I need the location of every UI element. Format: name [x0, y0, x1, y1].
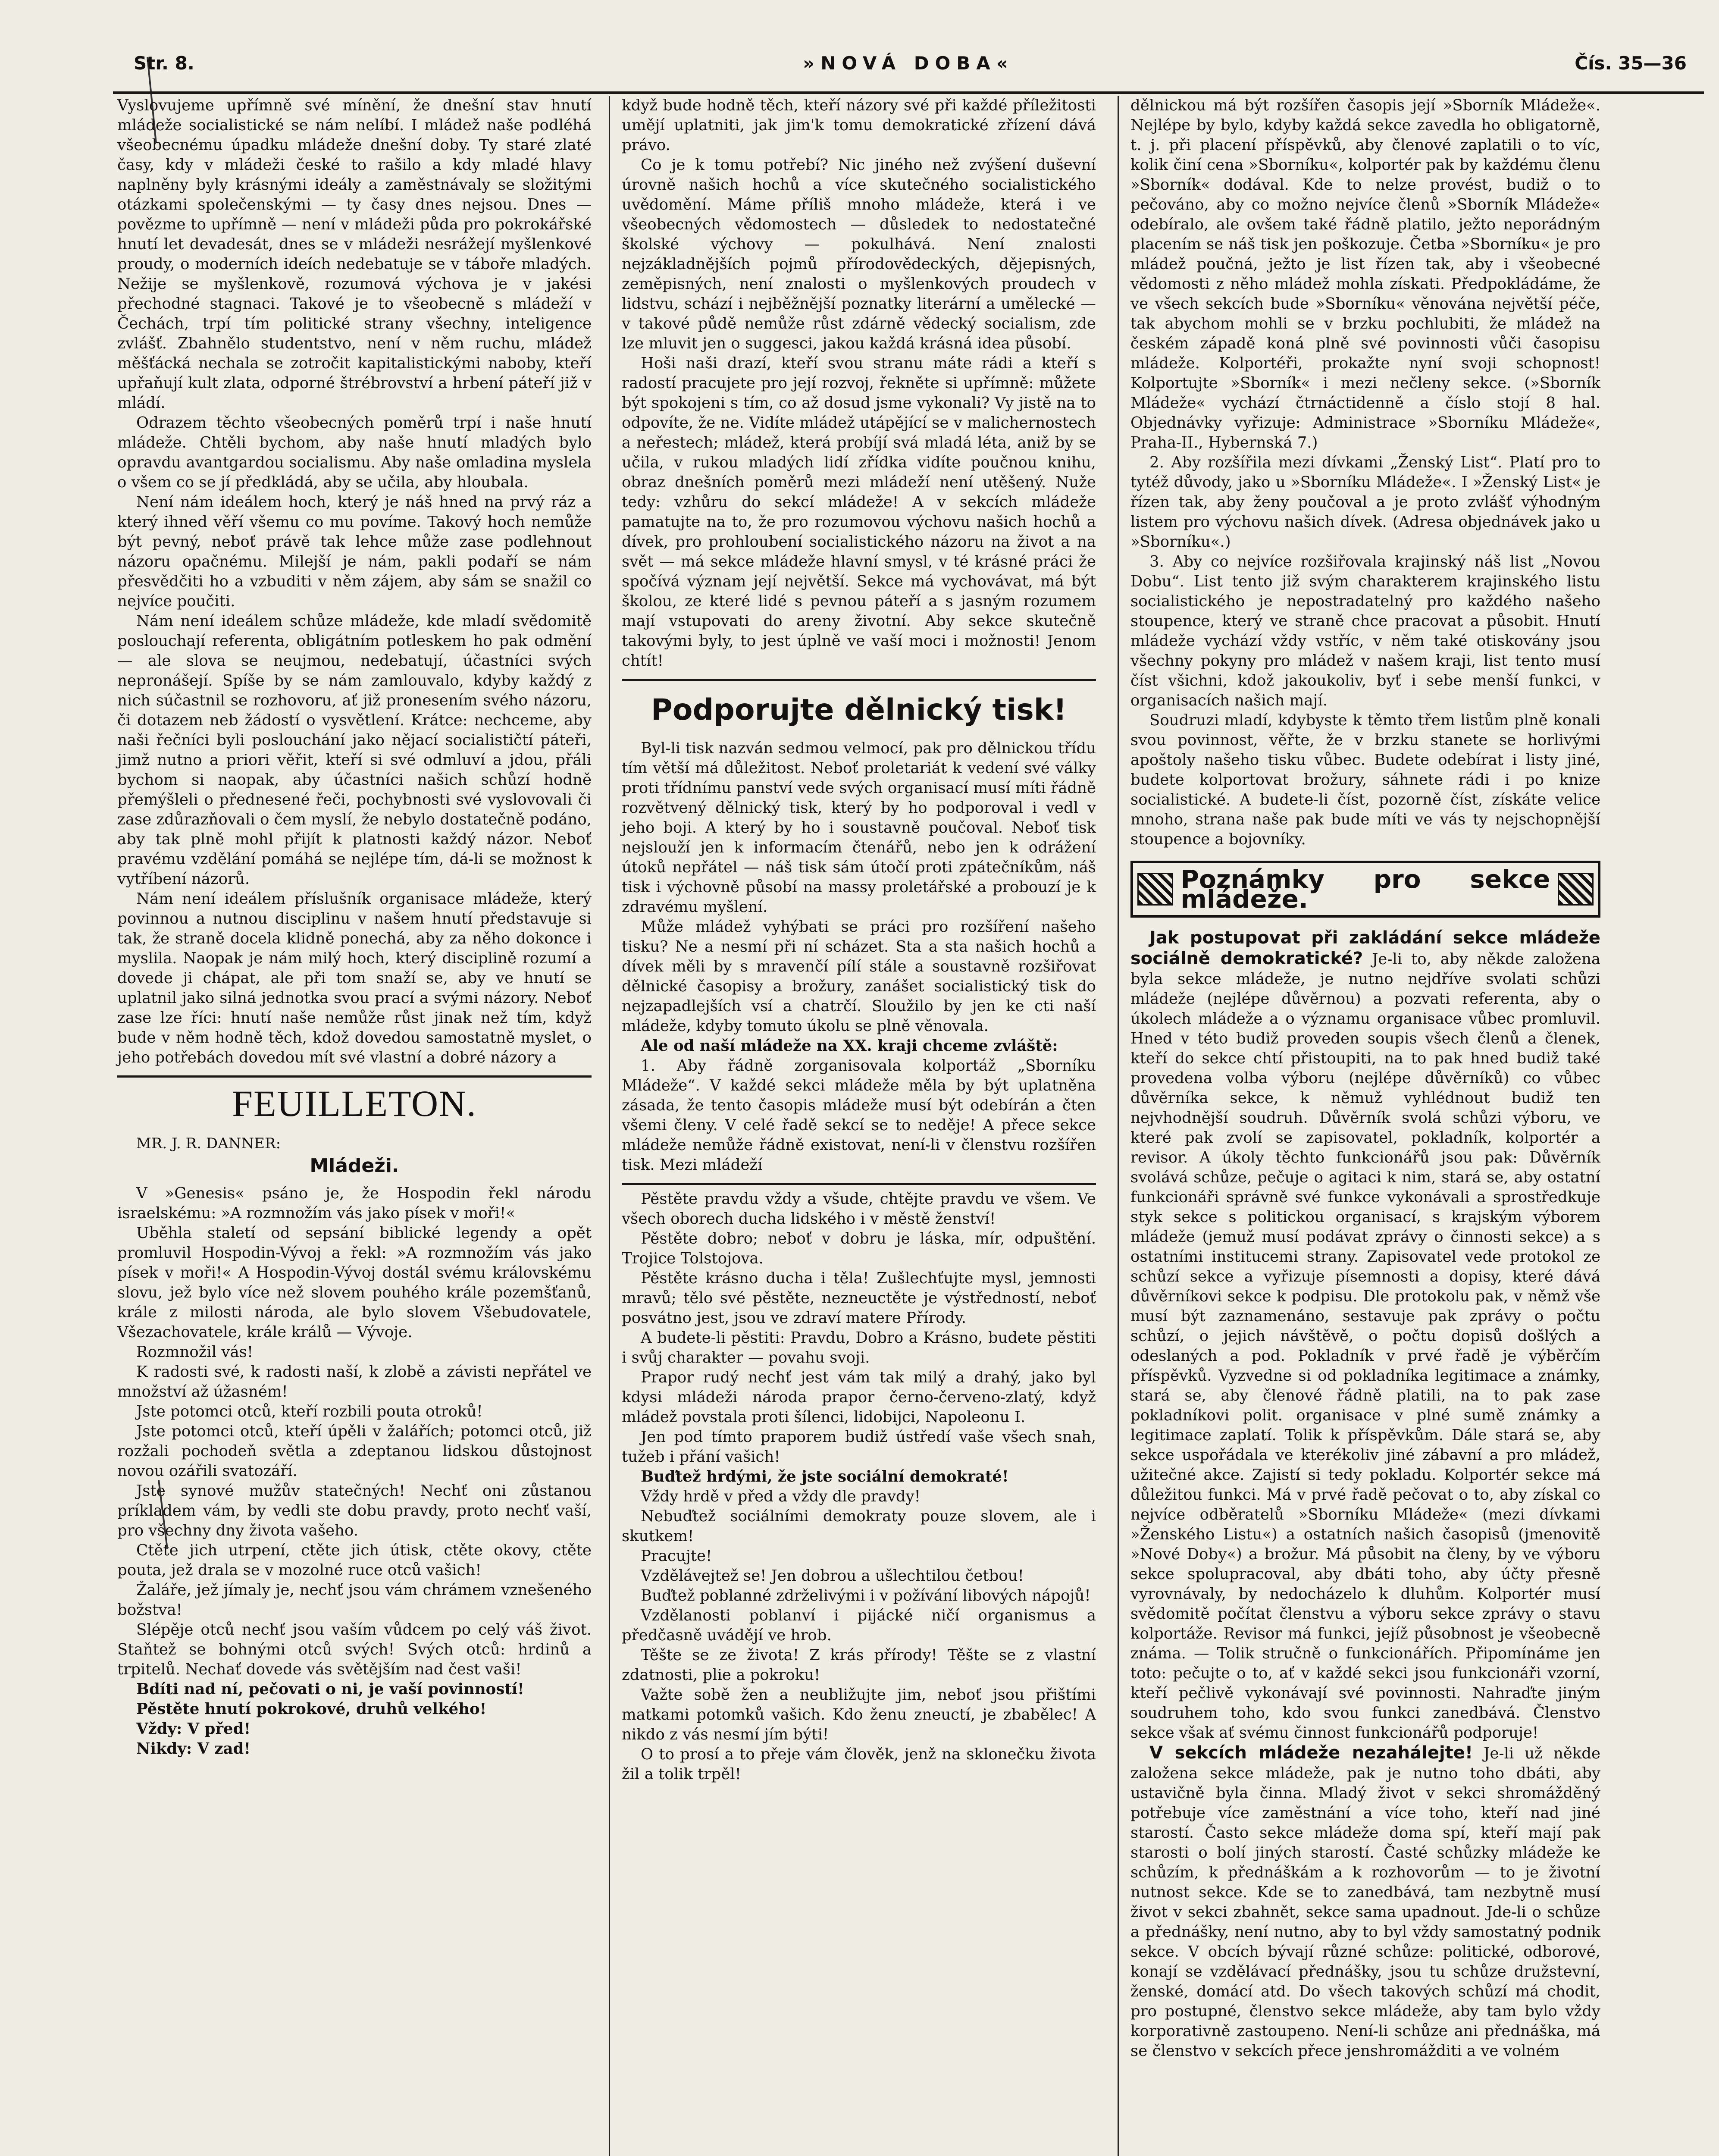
section-divider: [622, 1183, 1096, 1185]
note: [1130, 928, 1600, 1743]
paragraph: Není nám ideálem hoch, který je náš hned na prvý ráz a který ihned věří všemu co mu povíme. Takový hoch nemůže být pevný, neboť právě tak lehce může zase podlehnout názoru opačnému. Milejší je nám, pakli podaří se nám přesvědčiti ho a vzbuditi v něm zájem, aby sám se snažil co nejvíce poučiti.: [117, 493, 592, 610]
maxim: Nebuďtež sociálními demokraty pouze slovem, ale i skutkem!: [622, 1507, 1096, 1545]
poem-paragraph: Jste potomci otců, kteří rozbili pouta otroků!: [136, 1403, 483, 1420]
poem-paragraph: Slépěje otců nechť jsou vaším vůdcem po celý váš život. Staňtež se bohnými otců svých! Svých otců: hrdinů a trpitelů. Nechať dovede vás světějším nad čest vaši!: [117, 1621, 592, 1678]
poem-paragraph: Rozmnožil vás!: [136, 1343, 254, 1361]
maxim: A budete-li pěstiti: Pravdu, Dobro a Krásno, budete pěstiti i svůj charakter — povahu svoji.: [622, 1329, 1096, 1366]
maxim: Vzdělanosti poblanví i pijácké ničí organismus a předčasně uvádějí ve hrob.: [622, 1607, 1096, 1644]
newspaper-page: [113, 40, 1704, 2156]
paragraph: Nám není ideálem schůze mládeže, kde mladí svědomitě poslouchají referenta, obligátním potleskem ho pak odmění — ale slova se neujmou, nedebatují, účastníci svých nepronášejí. Spíše by se nám zamlouvalo, kdyby každý z nich súčastnil se rozhovoru, ať již pronesením svého názoru, či dotazem neb žádostí o vysvětlení. Krátce: nechceme, aby naši řečníci byli poslouchání jako nějací socialističtí páteři, jimž nutno a priori věřit, kteří si své odmluví a jdou, přáli bychom si naopak, aby účastníci našich schůzí hodně přemýšleli o přednesené řeči, pochybnosti své vyslovovali či zase zdůrazňovali o čem myslí, že nebylo dostatečně podáno, aby tak plně mohl přijít k platnosti každý názor. Neboť pravému vzdělání pomáhá se nejlépe tím, dá-li se možnost k vytříbení názorů.: [117, 612, 592, 888]
maxim: Jen pod tímto praporem budiž ústředí vaše všech snah, tužeb i přání vašich!: [622, 1428, 1096, 1466]
maxim: Buďtež poblanné zdrželivými i v požívání libových nápojů!: [641, 1587, 1091, 1604]
note-body: Je-li to, aby někde založena byla sekce mládeže, je nutno nejdříve svolati schůzi mládeže (nejlépe důvěrnou) a pozvati referenta, aby o úkolech mládeže a o významu organisace vůbec promluvil. Hned v této budiž proveden soupis všech členů a členek, kteří do sekce chtí přistoupiti, na to pak hned budiž také provedena volba výboru (nejlépe důvěrníků) co vůbec důvěrníka sekce, k němuž vyhlédnout budiž ten nejvhodnější soudruh. Důvěrník svolá schůzi výboru, ve které pak zvolí se zapisovatel, pokladník, kolportér a revisor. A úkoly těchto funkcionářů jsou pak: Důvěrník svolává schůze, pečuje o agitaci k nim, stará se, aby ostatní funkcionáři správně své funkce vykonávali a sprostředkuje styk sekce s politickou organisací, s krajským výborem mládeže (jemuž musí podávat zprávy o činnosti sekce) a s ostatními institucemi strany. Zapisovatel vede protokol ze schůzí sekce a vyřizuje písemnosti a dopisy, které dává důvěrníkovi sekce k podpisu. Dle protokolu pak, v němž vše musí být zaznamenáno, sestavuje pak zprávy o počtu schůzí, o jejich návštěvě, o počtu dopisů došlých a odeslaných a pod. Pokladník v prvé řadě je výběrčím příspěvků. Vyzvedne si od pokladníka legitimace a známky, stará se, aby členové řádně platili, na to pak zase pokladníkovi polit. organisace v plné sumě známky a legitimace zaplatí. Tolik k příspěvkům. Dále stará se, aby sekce uspořádala ve kterékoliv jiné zábavní a pro mládež, užitečné akce. Zajistí si tedy pokladu. Kolportér sekce má důležitou funkci. Má v prvé řadě pečovat o to, aby získal co nejvíce odběratelů »Sborníku Mládeže« (mezi dívkami »Ženského Listu«) a ostatních našich časopisů (jmenovitě »Nové Doby«) a brožur. Má působit na členy, by ve výboru sekce spolupracoval, aby dbáti toho, aby účty přesně vyrovnávaly, by nedocházelo k dluhům. Kolportér musí svědomitě počítat členstvu a výboru sekce zprávy o stavu kolportáže. Revisor má funkci, jejíž působnost je všeobecně známa. — Tolik stručně o funkcionářích. Připomínáme jen toto: pečujte o to, ať v každé sekci jsou funkcionáři vzorní, kteří pečlivě vykonávají své povinnosti. Nahraďte jiným soudruhem toho, kdo svou funkci zanedbává. Členstvo sekce však ať svému činnost funkcionářů podporuje!: [1130, 950, 1600, 1742]
maxim: Buďtež hrdými, že jste sociální demokraté!: [641, 1468, 1009, 1485]
pencil-mark: [155, 1480, 171, 1549]
issue-number: Čís. 35—36: [1575, 53, 1687, 74]
maxim: Pracujte!: [641, 1547, 712, 1565]
poem-title: Mládeži.: [310, 1155, 399, 1177]
section-divider: [622, 679, 1096, 681]
page-number: Str. 8.: [134, 53, 194, 74]
poem-paragraph: Jste synové mužův statečných! Nechť oni zůstanou príkladem vám, by vedli ste dobu pravdy, proto nechť vaší, pro všechny dny života vašeho.: [117, 1482, 592, 1539]
ornament-icon: [1558, 873, 1594, 906]
banner-title: Poznámky pro sekce mládeže.: [1180, 865, 1550, 914]
note: [1130, 1743, 1600, 2061]
columns: [113, 96, 1704, 2156]
poem-paragraph: Bdíti nad ní, pečovati o ni, je vaší povinností!: [136, 1680, 524, 1698]
paragraph: Může mládež vyhýbati se práci pro rozšíření našeho tisku? Ne a nesmí při ní scházet. Sta a sta našich hochů a dívek měli by s mravenčí pílí stále a soustavně rozšiřovat dělnické časopisy a brožury, zanášet socialistický tisk do nejzapadlejších vsí a chatrčí. Sloužilo by jen ke cti naší mládeže, kdyby tomuto úkolu se plně věnovala.: [622, 918, 1096, 1035]
maxim: Těšte se ze života! Z krás přírody! Těšte se z vlastní zdatnosti, plie a pokroku!: [622, 1646, 1096, 1684]
paragraph: Vyslovujeme upřímně své mínění, že dnešní stav hnutí mládeže socialistické se nám nelíbí. I mládež naše podléhá všeobecnému úpadku mládeže dnešní doby. Ty staré zlaté časy, kdy v mládeži české to rašilo a kdy mladé hlavy naplněny byly krásnými ideály a zaměstnávaly se složitými otázkami společenskými — ty časy dnes nejsou. Dnes — povězme to upřímně — není v mládeži půda pro pokrokářské hnutí let devadesát, dnes se v mládeži nesrážejí myšlenkové proudy, o moderních ideích nedebatuje se v táboře mladých. Nežije se myšlenkově, rozumová výchova je v jakési přechodné stagnaci. Takové je to všeobecně s mládeží v Čechách, trpí tím politické strany všechny, inteligence zvlášť. Zbahnělo studentstvo, není v něm ruchu, mládež měšťácká nechala se zotročit kapitalistickými naboby, kteří upřaňují kult zlata, odporné štrébrovství a hrbení páteří již v mládí.: [117, 97, 592, 412]
poem-paragraph: Pěstěte hnutí pokrokové, druhů velkého!: [136, 1700, 487, 1718]
maxim: Pěstěte krásno ducha i těla! Zušlechťujte mysl, jemnosti mravů; tělo své pěstěte, nezneuctěte je výstředností, neboť posvátno jest, jsou ve zdraví matere Přírody.: [622, 1269, 1096, 1327]
author-line: MR. J. R. DANNER:: [136, 1135, 281, 1152]
paragraph: Co je k tomu potřebí? Nic jiného než zvýšení duševní úrovně našich hochů a více skutečného socialistického uvědomění. Máme příliš mnoho mládeže, která i ve všeobecných vědomostech — důsledek to nedostatečné školské výchovy — pokulhává. Není znalosti nejzákladnějších pojmů přírodovědeckých, dějepisných, zeměpisných, není znalosti o myšlenkových proudech v lidstvu, schází i nejběžnější poznatky literární a umělecké — v takové půdě nemůže růst zdárně vědecký socialism, zde lze mluvit jen o suggesci, jakou každá krásná idea působí.: [622, 156, 1096, 352]
column-3: [1130, 96, 1600, 2061]
paragraph: 3. Aby co nejvíce rozšiřovala krajinský náš list „Novou Dobu“. List tento již svým charakterem krajinského listu socialistického je nepostradatelný pro každého našeho stoupence, který ve straně chce pracovat a působit. Hnutí mládeže vychází vždy vstříc, v něm také otiskovány jsou všechny pokyny pro mládež v našem kraji, list tento musí číst všichni, kdož jakoukoliv, byť i sebe menší funkci, v organisacích našich mají.: [1130, 553, 1600, 709]
paragraph: Ale od naší mládeže na XX. kraji chceme zvláště:: [641, 1037, 1058, 1055]
maxim: Prapor rudý nechť jest vám tak milý a drahý, jako byl kdysi mládeži národa prapor černo-červeno-zlatý, když mládež povstala proti šílenci, lidobijci, Napoleonu I.: [622, 1369, 1096, 1426]
column-1: [117, 96, 592, 1759]
poem-paragraph: Jste potomci otců, kteří úpěli v žalářích; potomci otců, již rozžali pochodeň světla a zdeptanou lidskou důstojnost novou ozářili svatozáří.: [117, 1423, 592, 1480]
maxim: Pěstěte pravdu vždy a všude, chtějte pravdu ve všem. Ve všech oborech ducha lidského i v městě ženství!: [622, 1190, 1096, 1228]
paragraph: Hoši naši drazí, kteří svou stranu máte rádi a kteří s radostí pracujete pro její rozvoj, řekněte si upřímně: můžete být spokojeni s tím, co až dosud jsme vykonali? Vy jistě na to odpovíte, že ne. Vidíte mládež utápějící se v malichernostech a neřestech; mládež, která probíjí svá mladá léta, aniž by se učila, v rukou mladých lidí zřídka vidíte poučnou knihu, obraz dnešních poměrů mezi mládeží není utěšený. Nuže tedy: vzhůru do sekcí mládeže! A v sekcích mládeže pamatujte na to, že pro rozumovou výchovu našich hochů a dívek, pro prohloubení socialistického názoru na život a na svět — má sekce mládeže hlavní smysl, v té krásné práci že spočívá význam její největší. Sekce má vychovávat, má být školou, ze které lidé s pevnou páteří a s jasným rozumem mají vstupovati do areny životní. Aby sekce skutečně takovými byly, to jest úplně ve vaší moci i možnosti! Jenom chtít!: [622, 354, 1096, 670]
note-heading: V sekcích mládeže nezahálejte!: [1149, 1743, 1473, 1763]
ornament-icon: [1137, 873, 1173, 906]
poem-paragraph: Nikdy: V zad!: [136, 1740, 250, 1758]
maxim: O to prosí a to přeje vám člověk, jenž na sklonečku života žil a tolik trpěl!: [622, 1745, 1096, 1783]
paragraph: dělnickou má být rozšířen časopis její »Sborník Mládeže«. Nejlépe by bylo, kdyby každá sekce zavedla ho obligatorně, t. j. při placení příspěvků, aby členové zaplatili o to víc, kolik činí cena »Sborníku«, kolportér pak by každému členu »Sborník« dodával. Kde to nelze provést, budiž o to pečováno, aby co možno nejvíce členů »Sborník Mládeže« odebíralo, ale ovšem také řádně platilo, ježto neporádným placením se náš tisk jen poškozuje. Četba »Sborníku« je pro mládež poučná, ježto je list řízen tak, aby i všeobecné vědomosti z něho mládež mohla získati. Předpokládáme, že ve všech sekcích bude »Sborníku« věnována největší péče, tak abychom mohli se v brzku pochlubiti, že mládež na českém západě koná plně své povinnosti vůči časopisu mládeže. Kolportéři, prokažte nyní svoji schopnost! Kolportujte »Sborník« i mezi nečleny sekce. (»Sborník Mládeže« vychází čtrnáctidenně a číslo stojí 8 hal. Objednávky vyřizuje: Administrace »Sborníku Mládeže«, Praha-II., Hybernská 7.): [1130, 97, 1600, 451]
paragraph: Byl-li tisk nazván sedmou velmocí, pak pro dělnickou třídu tím větší má důležitost. Neboť proletariát k vedení své války proti třídnímu panství vede svých organisací musí míti řádně rozvětvený dělnický tisk, který by ho podporoval i vedl v jeho boji. A který by ho i soustavně poučoval. Neboť tisk nejslouží jen k informacím čtenářů, nebo jen k odrážení útoků nepřátel — náš tisk sám útočí proti zpátečníkům, náš tisk i výchovně působí na massy proletářské a probouzí je k zdravému myšlení.: [622, 740, 1096, 916]
column-rule: [1118, 96, 1119, 2156]
poem-paragraph: V »Genesis« psáno je, že Hospodin řekl národu israelskému: »A rozmnožím vás jako písek v moři!«: [117, 1185, 592, 1222]
paragraph: když bude hodně těch, kteří názory své při každé příležitosti umějí uplatniti, jak jim'k tomu demokratické zřízení dává právo.: [622, 97, 1096, 154]
paragraph: Odrazem těchto všeobecných poměrů trpí i naše hnutí mládeže. Chtěli bychom, aby naše hnutí mladých bylo opravdu avantgardou socialismu. Aby naše omladina myslela o všem co se jí předkládá, aby se učila, aby hloubala.: [117, 414, 592, 491]
column-2: [622, 96, 1096, 1784]
note-heading: Jak postupovat při zakládání sekce mládeže sociálně demokratické?: [1130, 928, 1600, 968]
maxim: Pěstěte dobro; neboť v dobru je láska, mír, odpuštění. Trojice Tolstojova.: [622, 1230, 1096, 1267]
maxim: Vzdělávejtež se! Jen dobrou a ušlechtilou četbou!: [641, 1567, 1024, 1585]
paragraph: 1. Aby řádně zorganisovala kolportáž „Sborníku Mládeže“. V každé sekci mládeže měla by být uplatněna zásada, že tento časopis mládeže musí být odebírán a čten všemi členy. V celé řadě sekcí se to neděje! A přece sekce mládeže nemůže řádně existovat, není-li v členstvu rozšířen tisk. Mezi mládeží: [622, 1057, 1096, 1174]
paragraph: Soudruzi mladí, kdybyste k těmto třem listům plně konali svou povinnost, věřte, že v brzku stanete se horlivými apoštoly našeho tisku vůbec. Budete odebírat i listy jiné, budete kolportovat brožury, sáhnete rádi i po knize socialistické. A budete-li číst, pozorně číst, získáte velice mnoho, strana naše pak bude míti ve vás ty nejschopnější stoupence a bojovníky.: [1130, 711, 1600, 848]
section-divider: [117, 1075, 592, 1078]
paragraph: 2. Aby rozšířila mezi dívkami „Ženský List“. Platí pro to tytéž důvody, jako u »Sborníku Mládeže«. I »Ženský List« je řízen tak, aby ženy poučoval a je proto zvlášť výhodným listem pro výchovu našich dívek. (Adresa objednávek jako u »Sborníku«.): [1130, 454, 1600, 551]
poem-paragraph: Vždy: V před!: [136, 1720, 251, 1738]
note-body: Je-li už někde založena sekce mládeže, pak je nutno toho dbáti, aby ustavičně byla činna. Mladý život v sekci shromážděný potřebuje více zaměstnání a více toho, kteří nad jiné starostí. Často sekce mládeže doma spí, kteří mají pak starosti o bolí jiných starostí. Časté schůzky mládeže ke schůzím, k přednáškám a k rozhovorům — to je životní nutnost sekce. Kde se to zanedbává, tam nezbytně musí život v sekci zbahnět, sekce sama upadnout. Jde-li o schůze a přednášky, není nutno, aby to byl vždy samostatný podnik sekce. V obcích bývají různé schůze: politické, odborové, konají se vzdělávací přednášky, jsou tu schůze družstevní, ženské, domácí atd. Do všech takových schůzí má chodit, pro postupné, členstvo sekce mládeže, aby tam bylo vždy korporativně zastoupeno. Není-li schůze ani přednáška, má se členstvo v sekcích přece jenshromážditi a ve volném: [1130, 1745, 1601, 2060]
maxim: Važte sobě žen a neubližujte jim, neboť jsou přištími matkami potomků vašich. Kdo ženu zneuctí, je zbabělec! A nikdo z vás nesmí jím býti!: [622, 1686, 1096, 1743]
paragraph: Nám není ideálem příslušník organisace mládeže, který povinnou a nutnou disciplinu v našem hnutí představuje si tak, že straně docela klidně ponechá, aby za něho dokonce i myslila. Naopak je nám milý hoch, který disciplině rozumí a dovede ji chápat, ale při tom snaží se, aby ve hnutí se uplatnil jako silná jednotka svou prací a svými názory. Neboť zase lze říci: hnutí naše nemůže růst jinak než tím, když bude v něm hodně těch, kdož dovedou samostatně myslet, o jeho potřebách dovedou mít své vlastní a dobré názory a: [117, 890, 592, 1066]
poem-paragraph: Ctěte jich utrpení, ctěte jich útisk, ctěte okovy, ctěte pouta, jež drala se v mozolné ruce otců vašich!: [117, 1542, 592, 1579]
notes-banner: [1130, 861, 1600, 918]
maxim: Vždy hrdě v před a vždy dle pravdy!: [641, 1488, 921, 1505]
feuilleton-title: FEUILLETON.: [232, 1083, 477, 1124]
poem-paragraph: Žaláře, jež jímaly je, nechť jsou vám chrámem vznešeného božstva!: [117, 1581, 592, 1619]
poem-paragraph: Uběhla staletí od sepsání biblické legendy a opět promluvil Hospodin-Vývoj a řekl: »A rozmnožím vás jako písek v moři!« A Hospodin-Vývoj dostál svému královskému slovu, jež bylo více než slovem pouhého krále pozemšťanů, krále z milosti národa, ale bylo slovem Všebudovatele, Všezachovatele, krále králů — Vývoje.: [117, 1224, 592, 1341]
newspaper-title: »NOVÁ DOBA«: [803, 53, 1014, 74]
page-header: [113, 40, 1704, 94]
section-heading: Podporujte dělnický tisk!: [651, 693, 1067, 727]
poem-paragraph: K radosti své, k radosti naší, k zlobě a závisti nepřátel ve množství až úžasném!: [117, 1363, 592, 1401]
column-rule: [609, 96, 610, 2156]
